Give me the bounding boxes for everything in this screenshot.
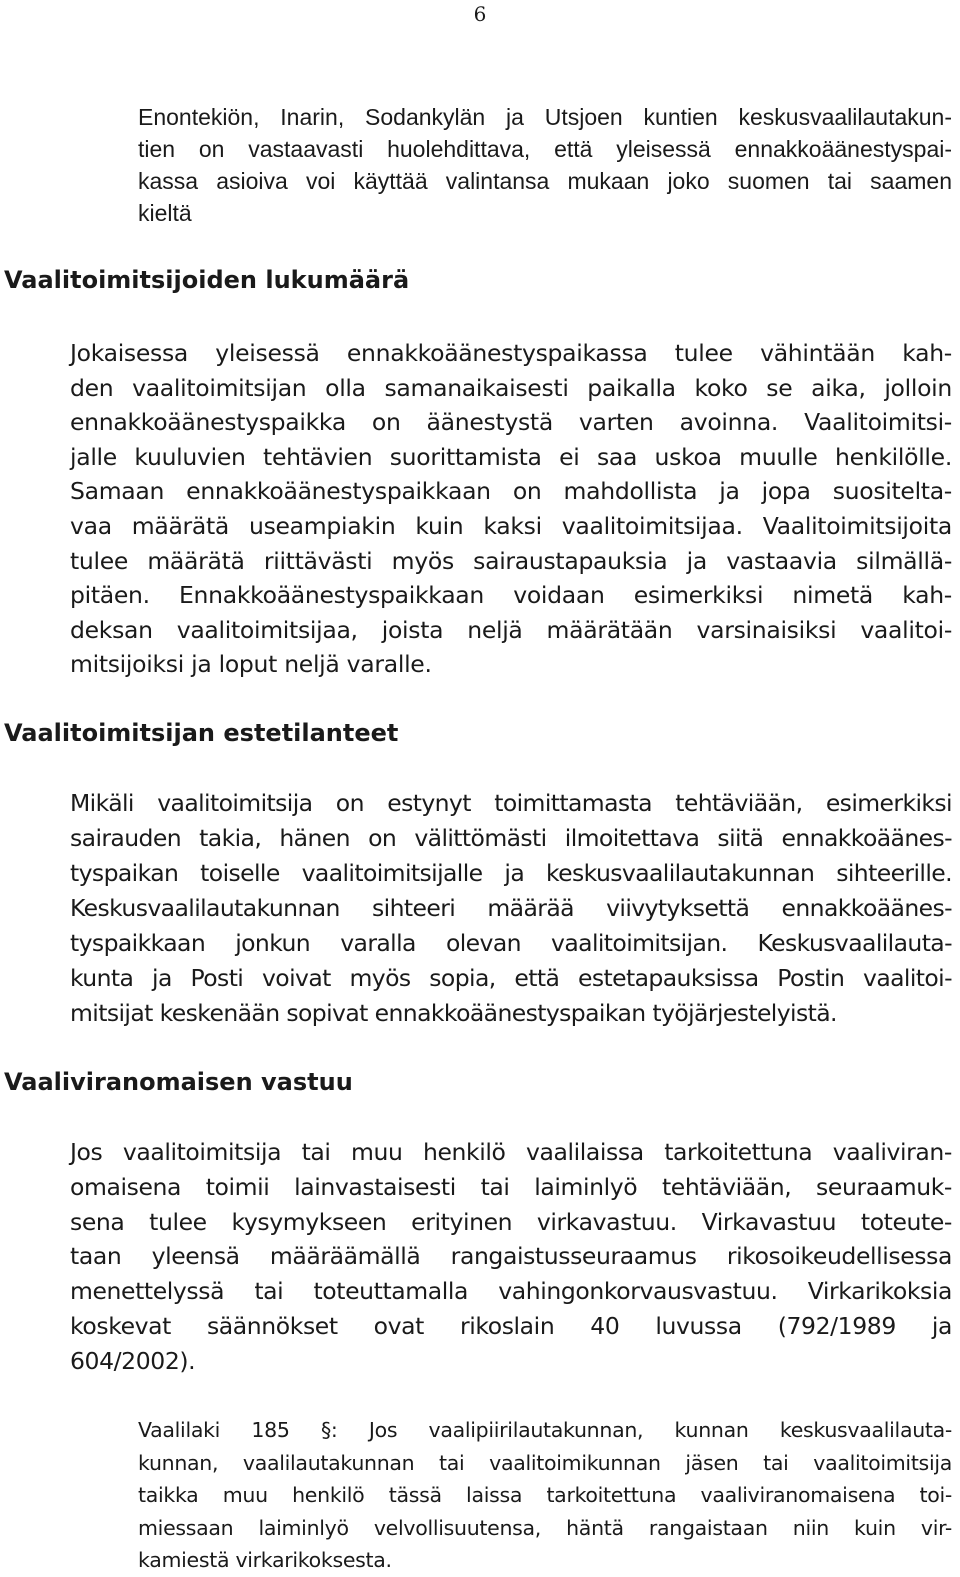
text-line: mitsijoiksi ja loput neljä varalle. bbox=[70, 650, 432, 679]
text-line: kunnan, vaalilautakunnan tai vaalitoimikunnan jäsen tai vaalitoimitsija bbox=[138, 1450, 952, 1475]
text-line: Jokaisessa yleisessä ennakkoäänestyspaikassa tulee vähintään kah- bbox=[70, 339, 952, 367]
section-paragraph bbox=[70, 336, 952, 682]
text-line: kunta ja Posti voivat myös sopia, että estetapauksissa Postin vaalitoi- bbox=[70, 964, 952, 992]
text-line: sena tulee kysymykseen erityinen virkavastuu. Virkavastuu toteute- bbox=[70, 1207, 952, 1236]
text-line: deksan vaalitoimitsijaa, joista neljä määrätään varsinaisiksi vaalitoi- bbox=[70, 615, 952, 644]
text-line: Samaan ennakkoäänestyspaikkaan on mahdollista ja jopa suositelta- bbox=[70, 477, 952, 506]
page-number: 6 bbox=[473, 2, 487, 26]
text-line: 604/2002). bbox=[70, 1346, 196, 1375]
text-line: ennakkoäänestyspaikka on äänestystä varten avoinna. Vaalitoimitsi- bbox=[70, 408, 952, 437]
text-line: kassa asioiva voi käyttää valintansa mukaan joko suomen tai saamen bbox=[138, 168, 952, 194]
text-line: taan yleensä määräämällä rangaistusseuraamus rikosoikeudellisessa bbox=[70, 1242, 952, 1271]
text-line: Jos vaalitoimitsija tai muu henkilö vaalilaissa tarkoitettuna vaaliviran- bbox=[70, 1138, 952, 1166]
section-paragraph bbox=[70, 1135, 952, 1379]
text-line: Keskusvaalilautakunnan sihteeri määrää viivytyksettä ennakkoäänes- bbox=[70, 894, 952, 922]
text-line: pitäen. Ennakkoäänestyspaikkaan voidaan esimerkiksi nimetä kah- bbox=[70, 581, 952, 610]
text-line: Enontekiön, Inarin, Sodankylän ja Utsjoen kuntien keskusvaalilautakun- bbox=[138, 104, 952, 130]
text-line: Mikäli vaalitoimitsija on estynyt toimittamasta tehtäviään, esimerkiksi bbox=[70, 789, 952, 817]
text-line: kieltä bbox=[138, 200, 192, 226]
text-line: tien on vastaavasti huolehdittava, että yleisessä ennakkoäänestyspai- bbox=[138, 136, 952, 162]
text-line: mitsijat keskenään sopivat ennakkoäänestyspaikan työjärjestelyistä. bbox=[70, 999, 837, 1027]
text-line: den vaalitoimitsijan olla samanaikaisesti paikalla koko se aika, jolloin bbox=[70, 373, 952, 402]
intro-paragraph bbox=[138, 101, 952, 229]
text-line: vaa määrätä useampiakin kuin kaksi vaalitoimitsijaa. Vaalitoimitsijoita bbox=[70, 511, 952, 540]
section-paragraph bbox=[70, 786, 952, 1031]
text-line: tyspaikkaan jonkun varalla olevan vaalitoimitsijan. Keskusvaalilauta- bbox=[70, 929, 952, 957]
text-line: koskevat säännökset ovat rikoslain 40 luvussa (792/1989 ja bbox=[70, 1311, 952, 1340]
text-line: menettelyssä tai toteuttamalla vahingonkorvausvastuu. Virkarikoksia bbox=[70, 1277, 952, 1306]
section-heading: Vaalitoimitsijoiden lukumäärä bbox=[4, 266, 410, 294]
text-line: tulee määrätä riittävästi myös sairaustapauksia ja vastaavia silmällä- bbox=[70, 546, 952, 575]
section-heading: Vaalitoimitsijan estetilanteet bbox=[4, 719, 399, 747]
text-line: jalle kuuluvien tehtävien suorittamista ei saa uskoa muulle henkilölle. bbox=[70, 442, 952, 471]
section-heading: Vaaliviranomaisen vastuu bbox=[4, 1068, 353, 1096]
law-quote bbox=[138, 1414, 952, 1577]
text-line: omaisena toimii lainvastaisesti tai laiminlyö tehtäviään, seuraamuk- bbox=[70, 1172, 952, 1201]
text-line: miessaan laiminlyö velvollisuutensa, häntä rangaistaan niin kuin vir- bbox=[138, 1515, 952, 1540]
text-line: taikka muu henkilö tässä laissa tarkoitettuna vaaliviranomaisena toi- bbox=[138, 1483, 952, 1507]
text-line: kamiestä virkarikoksesta. bbox=[138, 1548, 392, 1572]
text-line: tyspaikan toiselle vaalitoimitsijalle ja keskusvaalilautakunnan sihteerille. bbox=[70, 859, 952, 887]
text-line: Vaalilaki 185 §: Jos vaalipiirilautakunnan, kunnan keskusvaalilauta- bbox=[138, 1418, 952, 1442]
text-line: sairauden takia, hänen on välittömästi ilmoitettava siitä ennakkoäänes- bbox=[70, 824, 952, 852]
